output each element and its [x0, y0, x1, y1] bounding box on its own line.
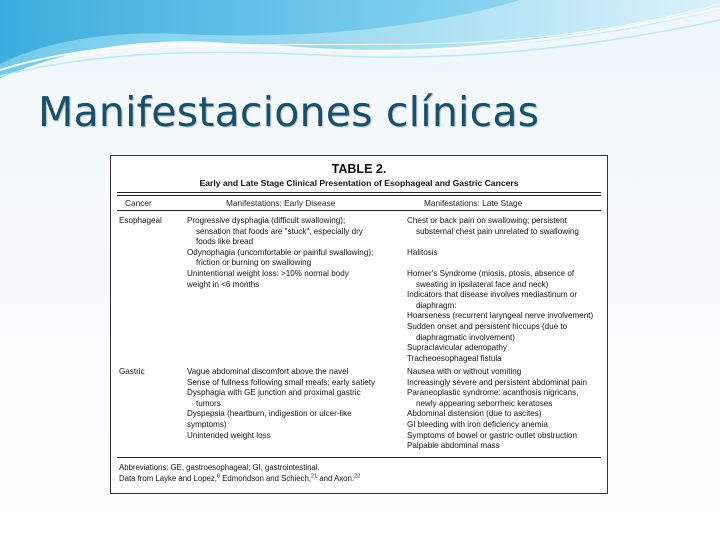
cell-line: Halitosis	[407, 247, 438, 257]
cell-line: Dysphagia with GE junction and proximal gastric	[187, 388, 361, 398]
cell-line: Sudden onset and persistent hiccups (due to	[407, 321, 568, 331]
footnote-ref: 8	[216, 473, 221, 480]
cell-line: Indicators that disease involves mediastinum or	[407, 290, 578, 300]
cell-line	[407, 237, 593, 248]
cell-line: Palpable abdominal mass	[407, 441, 500, 451]
slide-title: Manifestaciones clínicas	[38, 88, 540, 136]
cell-line: friction or burning on swallowing	[196, 258, 312, 268]
cell-line: Symptoms of bowel or gastric outlet obstruction	[407, 430, 578, 440]
header-wave-decoration	[0, 0, 720, 90]
row-gastric-late	[407, 367, 587, 452]
table-bottom-rule	[117, 457, 601, 458]
cell-line: Supraclavicular adenopathy	[407, 343, 507, 353]
cell-line	[407, 258, 593, 269]
row-gastric-cancer: Gastric	[119, 367, 145, 376]
table-image	[110, 155, 608, 494]
footnote-ref: 21	[311, 473, 318, 480]
cell-line: weight in <6 months	[187, 279, 260, 289]
cell-line: sensation that foods are "stuck", especially dry	[196, 226, 363, 236]
row-esophageal-late	[407, 216, 593, 364]
cell-line: Nausea with or without vomiting	[407, 367, 522, 376]
footnote-source-part: Edmondson and Schiech,	[220, 474, 312, 483]
cell-line: Vague abdominal discomfort above the navel	[187, 367, 349, 376]
table-top-rule	[117, 192, 601, 193]
footnote-ref: 22	[354, 473, 361, 480]
row-esophageal-cancer: Esophageal	[119, 216, 162, 225]
header-cancer: Cancer	[125, 198, 152, 208]
cell-line: Chest or back pain on swallowing; persistent	[407, 216, 567, 225]
table-top-rule-2	[117, 195, 601, 196]
footnote-source-part: Data from Layke and Lopez,	[119, 474, 217, 483]
cell-line: symptoms)	[187, 419, 227, 429]
table-number: TABLE 2.	[331, 162, 387, 176]
cell-line: Progressive dysphagia (difficult swallowing);	[187, 216, 346, 225]
cell-line: substernal chest pain unrelated to swallowing	[416, 226, 579, 236]
cell-line: Unintentional weight loss: >10% normal body	[187, 268, 349, 278]
cell-line: Odynophagia (uncomfortable or painful swallowing);	[187, 247, 374, 257]
cell-line: Sense of fullness following small meals; early satiety	[187, 377, 376, 387]
header-late: Manifestations: Late Stage	[424, 198, 523, 208]
cell-line: Tracheoesophageal fistula	[407, 353, 502, 363]
cell-line: diaphragmatic involvement)	[416, 332, 515, 342]
row-esophageal-early	[187, 216, 373, 290]
cell-line: Horner's Syndrome (miosis, ptosis, absence of	[407, 268, 575, 278]
cell-line: GI bleeding with iron deficiency anemia	[407, 419, 548, 429]
cell-line: newly appearing seborrheic keratoses	[416, 398, 553, 408]
header-early: Manifestations: Early Disease	[226, 198, 336, 208]
cell-line: Dyspepsia (heartburn, indigestion or ulcer-like	[187, 409, 352, 419]
footnote-abbreviations: Abbreviations: GE, gastroesophageal; GI, gastrointestinal.	[119, 463, 320, 472]
table-caption: Early and Late Stage Clinical Presentation of Esophageal and Gastric Cancers	[199, 178, 519, 188]
row-gastric-early	[187, 367, 375, 441]
cell-line: Abdominal distension (due to ascites)	[407, 409, 542, 419]
cell-line: foods like bread	[196, 237, 254, 247]
cell-line: Hoarseness (recurrent laryngeal nerve involvement)	[407, 311, 594, 321]
cell-line: diaphragm:	[416, 300, 457, 310]
cell-line: Paraneoplastic syndrome: acanthosis nigricans,	[407, 388, 579, 398]
cell-line: Unintended weight loss	[187, 430, 271, 440]
header-bottom-rule	[117, 210, 601, 211]
cell-line: sweating in ipsilateral face and neck)	[416, 279, 549, 289]
footnote-source-part: and Axon.	[317, 474, 355, 483]
footnote-source	[119, 474, 360, 483]
cell-line: Increasingly severe and persistent abdominal pain	[407, 377, 587, 387]
cell-line: tumors	[196, 398, 221, 408]
